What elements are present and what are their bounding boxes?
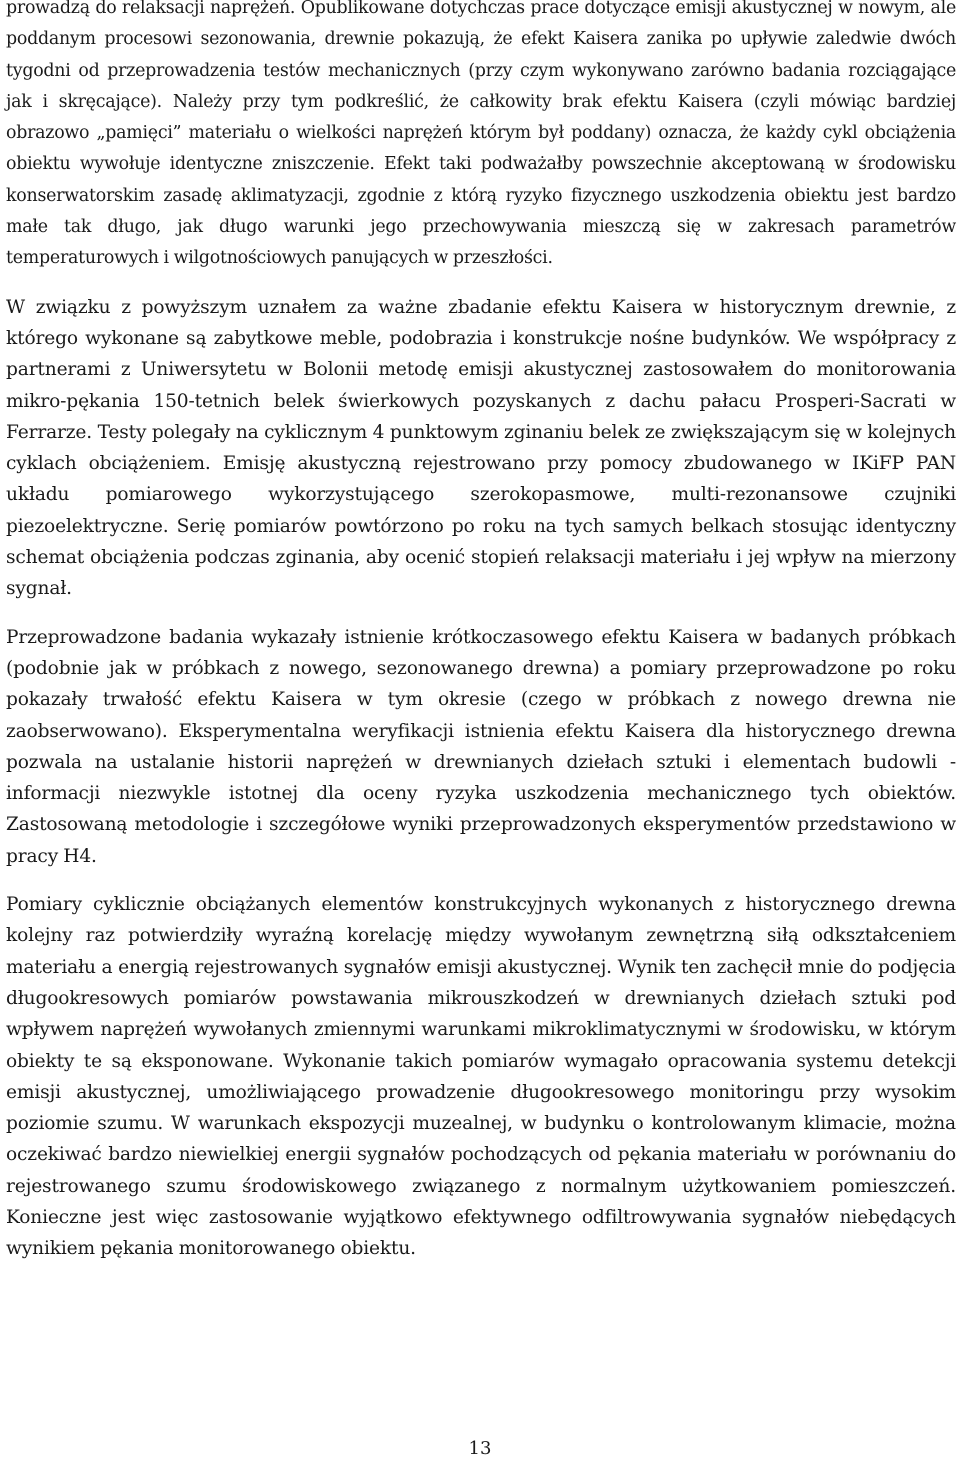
paragraph-4: Pomiary cyklicznie obciążanych elementów konstrukcyjnych wykonanych z historycznego drewna kolejny raz potwierdziły wyraźną korelację między wywołanym zewnętrzną siłą odkształceniem materiału a energią rejestrowanych sygnałów emisji akustycznej. Wynik ten zachęcił mnie do podjęcia długookresowych pomiarów powstawania mikrouszkodzeń w drewnianych dziełach sztuki pod wpływem naprężeń wywołanych zmiennymi warunkami mikroklimatycznymi w środowisku, w którym obiekty te są eksponowane. Wykonanie takich pomiarów wymagało opracowania systemu detekcji emisji akustycznej, umożliwiającego prowadzenie długookresowego monitoringu przy wysokim poziomie szumu. W warunkach ekspozycji muzealnej, w budynku o kontrolowanym klimacie, można oczekiwać bardzo niewielkiej energii sygnałów pochodzących od pękania materiału w porównaniu do rejestrowanego szumu środowiskowego związanego z normalnym użytkowaniem pomieszczeń. Konieczne jest więc zastosowanie wyjątkowo efektywnego odfiltrowywania sygnałów niebędących wynikiem pękania monitorowanego obiektu. — [6, 894, 956, 1260]
page-number: 13 — [468, 1438, 492, 1459]
paragraph-1: prowadzą do relaksacji naprężeń. Opublikowane dotychczas prace dotyczące emisji akustycznej w nowym, ale poddanym procesowi sezonowania, drewnie pokazują, że efekt Kaisera zanika po upływie zaledwie dwóch tygodni od przeprowadzenia testów mechanicznych (przy czym wykonywano zarówno badania rozciągające jak i skręcające). Należy przy tym podkreślić, że całkowity brak efektu Kaisera (czyli mówiąc bardziej obrazowo „pamięci” materiału o wielkości naprężeń którym był poddany) oznacza, że każdy cykl obciążenia obiektu wywołuje identyczne zniszczenie. Efekt taki podważałby powszechnie akceptowaną w środowisku konserwatorskim zasadę aklimatyzacji, zgodnie z którą ryzyko fizycznego uszkodzenia obiektu jest bardzo małe tak długo, jak długo warunki jego przechowywania mieszczą się w zakresach parametrów temperaturowych i wilgotnościowych panujących w przeszłości. — [6, 0, 956, 269]
paragraph-3: Przeprowadzone badania wykazały istnienie krótkoczasowego efektu Kaisera w badanych próbkach (podobnie jak w próbkach z nowego, sezonowanego drewna) a pomiary przeprowadzone po roku pokazały trwałość efektu Kaisera w tym okresie (czego w próbkach z nowego drewna nie zaobserwowano). Eksperymentalna weryfikacji istnienia efektu Kaisera dla historycznego drewna pozwala na ustalanie historii naprężeń w drewnianych dziełach sztuki i elementach budowli - informacji niezwykle istotnej dla oceny ryzyka uszkodzenia mechanicznego tych obiektów. Zastosowaną metodologie i szczegółowe wyniki przeprowadzonych eksperymentów przedstawiono w pracy H4. — [6, 626, 956, 867]
paragraph-2: W związku z powyższym uznałem za ważne zbadanie efektu Kaisera w historycznym drewnie, z którego wykonane są zabytkowe meble, podobrazia i konstrukcje nośne budynków. We współpracy z partnerami z Uniwersytetu w Bolonii metodę emisji akustycznej zastosowałem do monitorowania mikro-pękania 150-tetnich belek świerkowych pozyskanych z dachu pałacu Prosperi-Sacrati w Ferrarze. Testy polegały na cyklicznym 4 punktowym zginaniu belek ze zwiększającym się w kolejnych cyklach obciążeniem. Emisję akustyczną rejestrowano przy pomocy zbudowanego w IKiFP PAN układu pomiarowego wykorzystującego szerokopasmowe, multi-rezonansowe czujniki piezoelektryczne. Serię pomiarów powtórzono po roku na tych samych belkach stosując identyczny schemat obciążenia podczas zginania, aby ocenić stopień relaksacji materiału i jej wpływ na mierzony sygnał. — [6, 296, 956, 600]
document-page — [6, 0, 956, 1282]
